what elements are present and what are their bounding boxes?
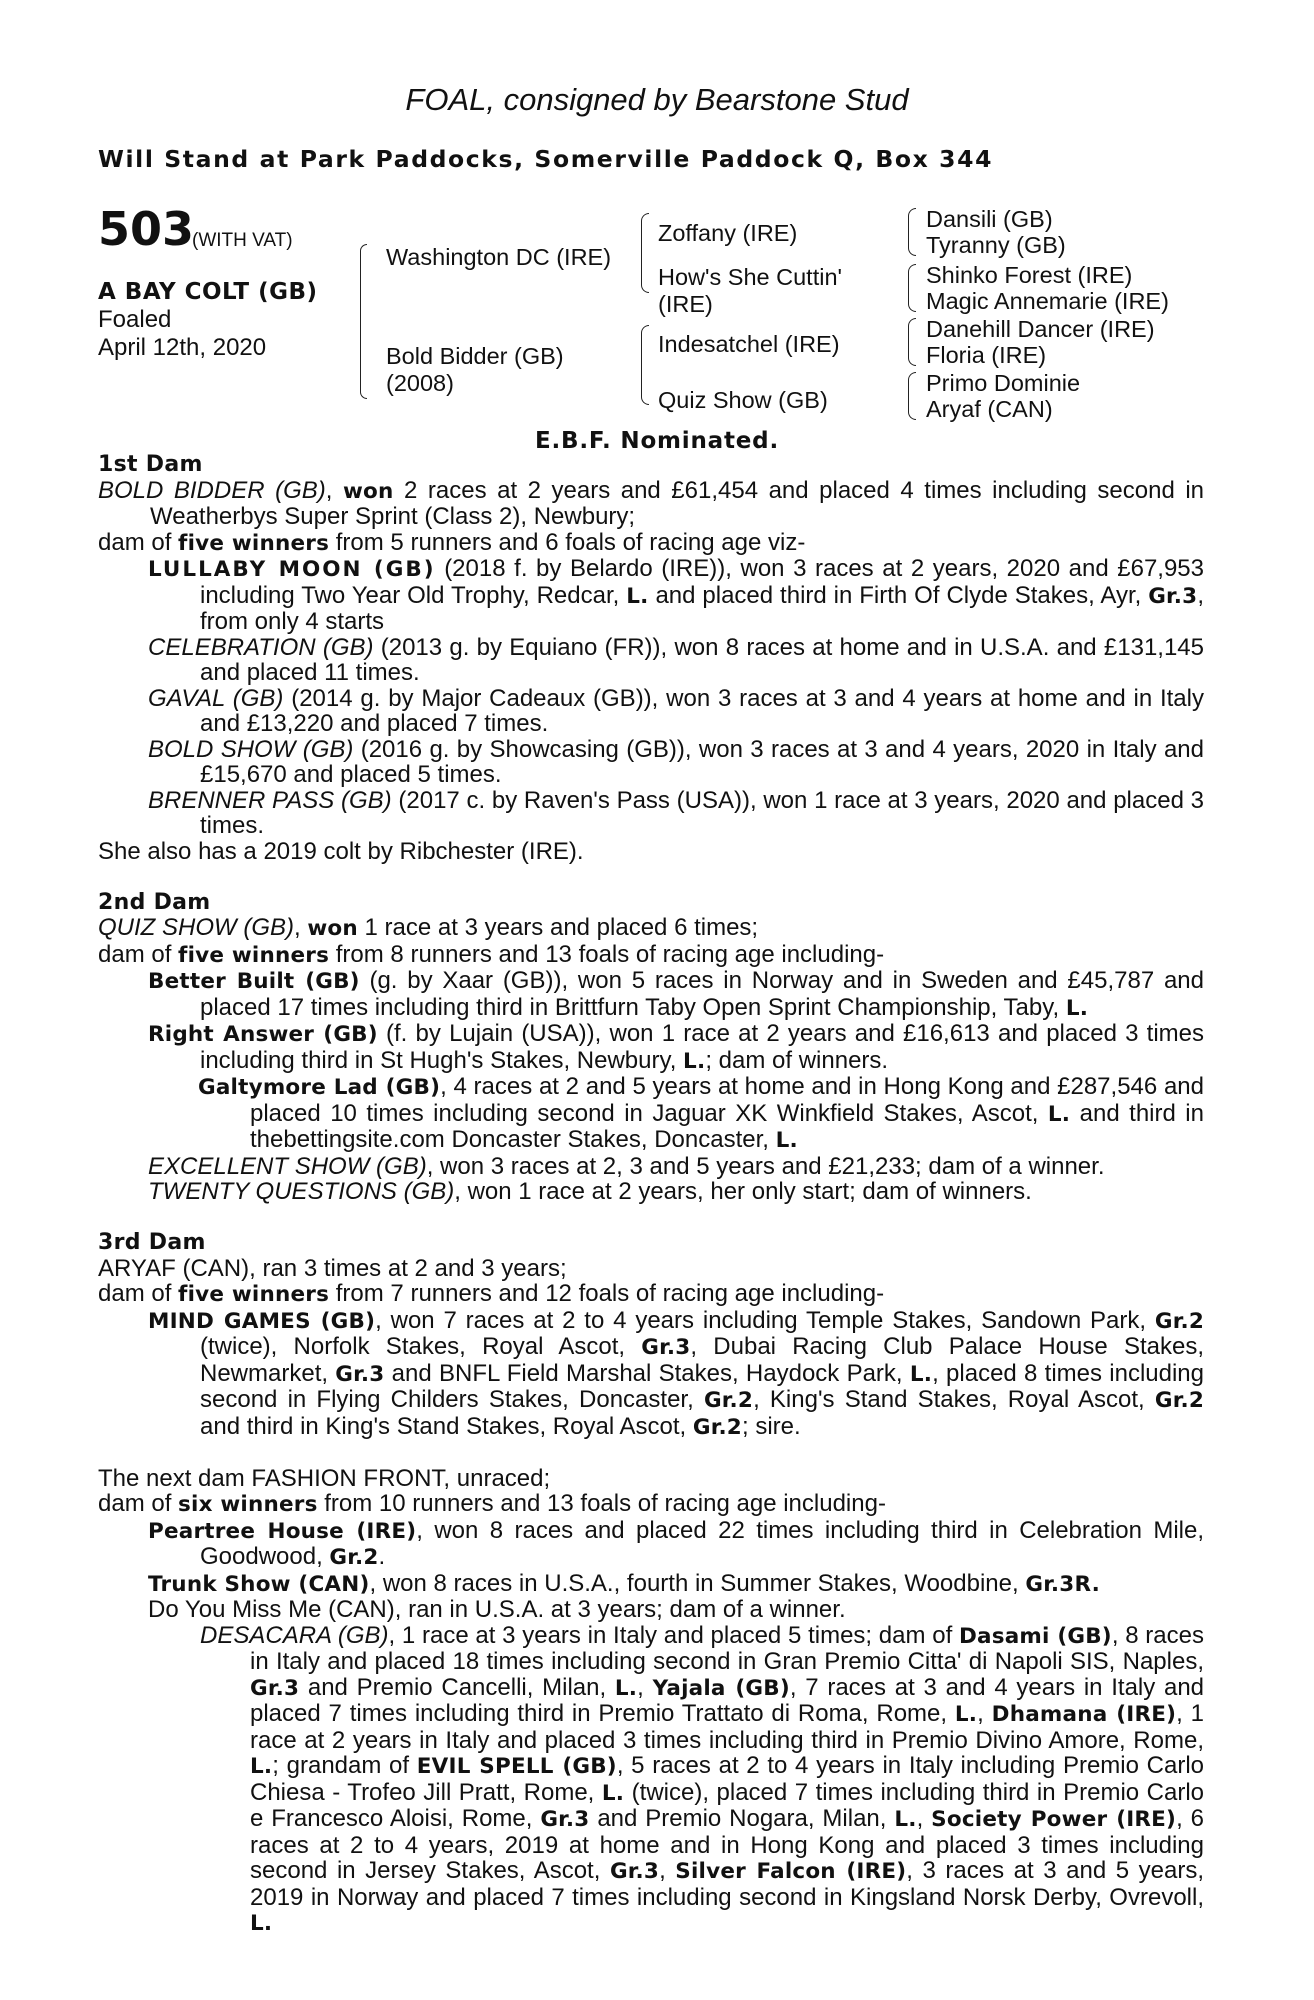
- section-heading-second-dam: 2nd Dam: [98, 889, 211, 915]
- runners-text: from 5 runners and 6 foals of racing age viz-: [329, 528, 806, 556]
- race-grade: L.: [250, 1911, 273, 1936]
- pedigree-sire-dam-suffix: (IRE): [658, 291, 713, 317]
- second-dam-record-text: 1 race at 3 years and placed 6 times;: [357, 914, 759, 941]
- produce-name: DESACARA (GB): [200, 1621, 389, 1649]
- produce-text: , won 7 races at 2 to 4 years including Temple Stakes, Sandown Park,: [375, 1306, 1155, 1334]
- pedigree-brace: [641, 325, 649, 405]
- produce-name: MIND GAMES (GB): [148, 1308, 376, 1334]
- race-grade: Gr.3: [609, 1859, 660, 1884]
- produce-text: and Premio Nogara, Milan,: [589, 1805, 895, 1832]
- produce-text: , won 1 race at 2 years, her only start; dam of winners.: [454, 1178, 1032, 1205]
- race-grade: L.: [1047, 1101, 1071, 1127]
- produce-name: Dhamana (IRE): [991, 1702, 1177, 1727]
- race-grade: Gr.3: [250, 1675, 300, 1701]
- race-grade: Gr.3R.: [1025, 1571, 1100, 1597]
- pedigree-dam-name: Bold Bidder (GB): [386, 343, 564, 369]
- race-grade: L.: [601, 1780, 625, 1806]
- produce-text: , King's Stand Stakes, Royal Ascot,: [753, 1386, 1155, 1413]
- produce-text: , won 3 races at 2, 3 and 5 years and £21,233; dam of a winner.: [426, 1152, 1105, 1180]
- winners-count: six winners: [178, 1492, 318, 1517]
- produce-entry: [98, 1308, 1204, 1441]
- race-grade: L.: [626, 583, 649, 609]
- produce-text: (f. by Lujain (USA)), won 1 race at 2 years and £16,613 and placed 3 times including third in St Hugh's Stakes, Newbury,: [200, 1020, 1205, 1074]
- lot-number: 503: [98, 202, 195, 256]
- produce-entry: [98, 1154, 1204, 1180]
- produce-text: (2016 g. by Showcasing (GB)), won 3 races at 3 and 4 years, 2020 in Italy and £15,670 and placed 5 times.: [200, 735, 1204, 788]
- produce-entry: Do You Miss Me (CAN), ran in U.S.A. at 3 years; dam of a winner.: [148, 1596, 846, 1623]
- produce-text: and BNFL Field Marshal Stakes, Haydock Park,: [384, 1359, 910, 1387]
- produce-name: Galtymore Lad (GB): [198, 1075, 441, 1100]
- produce-name: Right Answer (GB): [148, 1022, 378, 1047]
- produce-text: (2013 g. by Equiano (FR)), won 8 races at home and in U.S.A. and £131,145 and placed 11 times.: [200, 633, 1204, 686]
- pedigree-brace: [908, 318, 916, 366]
- produce-text: (twice), Norfolk Stakes, Royal Ascot,: [200, 1333, 642, 1360]
- produce-name: BRENNER PASS (GB): [148, 786, 392, 814]
- produce-text: , won 8 races and placed 22 times including third in Celebration Mile, Goodwood,: [200, 1516, 1205, 1570]
- pedigree-sire-sire: Zoffany (IRE): [658, 220, 798, 246]
- first-dam-produce-summary: [98, 530, 1204, 557]
- pedigree-sds: Shinko Forest (IRE): [926, 262, 1133, 288]
- race-grade: Gr.2: [1154, 1388, 1204, 1413]
- runners-text: from 8 runners and 13 foals of racing age including-: [329, 940, 885, 968]
- race-grade: L.: [775, 1128, 798, 1153]
- pedigree-dsd: Floria (IRE): [926, 342, 1047, 368]
- produce-name: Silver Falcon (IRE): [675, 1859, 907, 1884]
- produce-text: , won 8 races in U.S.A., fourth in Summer Stakes, Woodbine,: [369, 1569, 1026, 1597]
- section-heading-first-dam: 1st Dam: [98, 452, 203, 477]
- produce-text: , 1 race at 3 years in Italy and placed 5 times; dam of: [388, 1621, 959, 1649]
- next-dam-record: The next dam FASHION FRONT, unraced;: [98, 1464, 551, 1492]
- race-grade: Gr.3: [641, 1335, 691, 1360]
- produce-entry: [98, 1021, 1204, 1074]
- produce-entry: [98, 737, 1204, 788]
- produce-text: , 5 races at 2 to 4 years in Italy including Premio Carlo Chiesa - Trofeo Jill Pratt, Rome,: [250, 1752, 1205, 1806]
- race-grade: Gr.2: [703, 1388, 754, 1413]
- pedigree-brace: [360, 322, 367, 399]
- produce-name: CELEBRATION (GB): [148, 633, 374, 661]
- produce-name: LULLABY MOON (GB): [148, 557, 436, 582]
- foaled-date: April 12th, 2020: [98, 334, 267, 361]
- first-dam-also-note: She also has a 2019 colt by Ribchester (IRE).: [98, 837, 584, 865]
- produce-text: ,: [659, 1857, 676, 1884]
- won-label: won: [342, 478, 394, 504]
- produce-text: , Dubai Racing Club Palace House Stakes, Newmarket,: [200, 1333, 1204, 1387]
- produce-text: ,: [977, 1700, 992, 1727]
- produce-text: , 7 races at 3 and 4 years in Italy and placed 7 times including third in Premio Trattato di Roma, Rome,: [250, 1673, 1205, 1727]
- produce-text: and third in King's Stand Stakes, Royal Ascot,: [200, 1412, 693, 1440]
- race-grade: L.: [614, 1675, 638, 1701]
- produce-entry: [98, 635, 1204, 686]
- produce-text: , from only 4 starts: [200, 581, 1204, 635]
- pedigree-brace: [360, 244, 367, 323]
- pedigree-brace: [908, 372, 916, 420]
- section-heading-third-dam: 3rd Dam: [98, 1230, 206, 1255]
- dam-of-label: dam of: [98, 1280, 179, 1307]
- grand-produce-entry: [98, 1074, 1204, 1154]
- pedigree-sire-dam: How's She Cuttin': [658, 264, 842, 290]
- third-dam-record: ARYAF (CAN), ran 3 times at 2 and 3 years;: [98, 1254, 567, 1282]
- runners-text: from 7 runners and 12 foals of racing age including-: [329, 1280, 885, 1307]
- produce-name: EXCELLENT SHOW (GB): [148, 1152, 427, 1180]
- pedigree-brace: [908, 264, 916, 312]
- produce-entry: [98, 686, 1204, 737]
- produce-text: ; sire.: [741, 1412, 801, 1440]
- race-grade: Gr.2: [329, 1545, 379, 1570]
- produce-name: BOLD SHOW (GB): [148, 735, 354, 763]
- produce-name: Peartree House (IRE): [148, 1518, 417, 1544]
- winners-count: five winners: [178, 530, 330, 556]
- produce-entry: Peartree House (IRE), won 8 races and placed 22 times including third in Celebration Mile, Goodwood, Gr.2.: [148, 1516, 1205, 1570]
- produce-name: Dasami (GB): [958, 1623, 1112, 1649]
- consignor-line: FOAL, consigned by Bearstone Stud: [405, 82, 909, 117]
- produce-name: Society Power (IRE): [931, 1807, 1177, 1832]
- third-dam-produce-summary: [98, 1281, 1204, 1308]
- pedigree-dam-dam: Quiz Show (GB): [658, 387, 828, 413]
- produce-text: (twice), placed 7 times including third in Premio Carlo e Francesco Aloisi, Rome,: [250, 1778, 1205, 1832]
- race-grade: Gr.3: [335, 1361, 385, 1387]
- pedigree-ssd: Tyranny (GB): [926, 232, 1066, 258]
- pedigree-brace: [908, 208, 916, 256]
- produce-text: , 6 races at 2 to 4 years, 2019 at home and in Hong Kong and placed 3 times including second in Jersey Stakes, Ascot,: [250, 1805, 1204, 1884]
- dam-of-label: dam of: [98, 1490, 179, 1517]
- pedigree-brace: [641, 213, 649, 293]
- race-grade: L.: [909, 1361, 933, 1387]
- race-grade: L.: [683, 1048, 706, 1074]
- pedigree-sdd: Magic Annemarie (IRE): [926, 288, 1169, 314]
- race-grade: L.: [954, 1702, 978, 1727]
- winners-count: five winners: [178, 942, 330, 968]
- next-dam-produce-summary: [98, 1491, 1204, 1518]
- runners-text: from 10 runners and 13 foals of racing age including-: [317, 1490, 886, 1517]
- produce-text: (g. by Xaar (GB)), won 5 races in Norway and in Sweden and £45,787 and placed 17 times including third in Brittfurn Taby Open Sprint Championship, Taby,: [200, 967, 1204, 1021]
- produce-text: ; dam of winners.: [705, 1046, 889, 1074]
- produce-name: EVIL SPELL (GB): [416, 1754, 617, 1779]
- dam-of-label: dam of: [98, 528, 179, 556]
- pedigree-dam-year: (2008): [386, 370, 454, 396]
- stand-location: Will Stand at Park Paddocks, Somerville Paddock Q, Box 344: [98, 145, 994, 173]
- produce-text: , 1 race at 2 years in Italy and placed 3 times including third in Premio Divino Amore, Rome,: [250, 1700, 1204, 1754]
- second-dam-record: QUIZ SHOW (GB), won 1 race at 3 years and placed 6 times;: [98, 914, 759, 941]
- won-label: won: [307, 916, 358, 941]
- grand-produce-entry: [98, 1623, 1204, 1937]
- produce-text: and Premio Cancelli, Milan,: [299, 1673, 615, 1701]
- produce-text: ,: [637, 1673, 653, 1701]
- pedigree-dss: Danehill Dancer (IRE): [926, 316, 1155, 342]
- catalogue-body: [98, 452, 1204, 1937]
- foaled-info: [98, 306, 266, 362]
- vat-note: (WITH VAT): [192, 230, 293, 251]
- winners-count: five winners: [178, 1282, 330, 1307]
- pedigree-sss: Dansili (GB): [926, 206, 1053, 232]
- pedigree-ddd: Aryaf (CAN): [926, 396, 1053, 422]
- race-grade: L.: [894, 1807, 917, 1832]
- produce-text: , 3 races at 3 and 5 years, 2019 in Norway and placed 7 times including second in Kingsland Norsk Derby, Ovrevoll,: [250, 1857, 1204, 1911]
- produce-entry: [98, 556, 1204, 635]
- produce-name: Better Built (GB): [148, 969, 360, 994]
- produce-text: ,: [916, 1805, 932, 1832]
- first-dam-record-text: 2 races at 2 years and £61,454 and placed 4 times including second in Weatherbys Super Sprint (Class 2), Newbury;: [150, 476, 1204, 530]
- produce-text: ; grandam of: [272, 1752, 417, 1779]
- produce-text: and third in thebettingsite.com Doncaster Stakes, Doncaster,: [250, 1099, 1204, 1153]
- race-grade: Gr.2: [1154, 1308, 1205, 1334]
- produce-entry: [98, 788, 1204, 839]
- race-grade: Gr.2: [692, 1414, 742, 1440]
- produce-text: (2018 f. by Belardo (IRE)), won 3 races at 2 years, 2020 and £67,953 including Two Year Old Trophy, Redcar,: [200, 555, 1205, 609]
- produce-entry: [98, 1571, 1204, 1598]
- produce-text: (2014 g. by Major Cadeaux (GB)), won 3 races at 3 and 4 years at home and in Italy and £13,220 and placed 7 times.: [200, 684, 1204, 737]
- race-grade: L.: [250, 1754, 273, 1779]
- pedigree-dam-sire: Indesatchel (IRE): [658, 331, 840, 357]
- produce-text: (2017 c. by Raven's Pass (USA)), won 1 race at 3 years, 2020 and placed 3 times.: [200, 786, 1204, 839]
- race-grade: Gr.3: [540, 1807, 590, 1832]
- pedigree-sire: Washington DC (IRE): [386, 244, 612, 270]
- pedigree-dds: Primo Dominie: [926, 370, 1081, 396]
- produce-name: TWENTY QUESTIONS (GB): [148, 1178, 455, 1205]
- produce-name: Yajala (GB): [652, 1675, 790, 1701]
- race-grade: Gr.3: [1148, 583, 1198, 609]
- second-dam-name: QUIZ SHOW (GB): [98, 914, 294, 941]
- produce-name: GAVAL (GB): [148, 684, 284, 712]
- foaled-label: Foaled: [98, 306, 172, 333]
- lot-description: A BAY COLT (GB): [98, 279, 318, 305]
- first-dam-record: BOLD BIDDER (GB), won 2 races at 2 years and £61,454 and placed 4 times including second in Weatherbys Super Sprint (Class 2), Newbury;: [98, 476, 1204, 530]
- dam-of-label: dam of: [98, 940, 179, 968]
- produce-entry: [98, 968, 1204, 1021]
- produce-text: and placed third in Firth Of Clyde Stakes, Ayr,: [648, 581, 1149, 609]
- produce-text: , placed 8 times including second in Flying Childers Stakes, Doncaster,: [200, 1359, 1204, 1413]
- first-dam-name: BOLD BIDDER (GB): [98, 476, 326, 504]
- ebf-nomination: E.B.F. Nominated.: [535, 428, 779, 454]
- produce-name: Trunk Show (CAN): [148, 1571, 370, 1597]
- race-grade: L.: [1065, 995, 1089, 1021]
- produce-text: , 8 races in Italy and placed 18 times including second in Gran Premio Citta' di Napoli SIS, Naples,: [250, 1621, 1204, 1675]
- produce-entry: [98, 1179, 1204, 1205]
- produce-text: , 4 races at 2 and 5 years at home and in Hong Kong and £287,546 and placed 10 times including second in Jaguar XK Winkfield Stakes, Ascot,: [250, 1073, 1204, 1127]
- second-dam-produce-summary: [98, 942, 1204, 969]
